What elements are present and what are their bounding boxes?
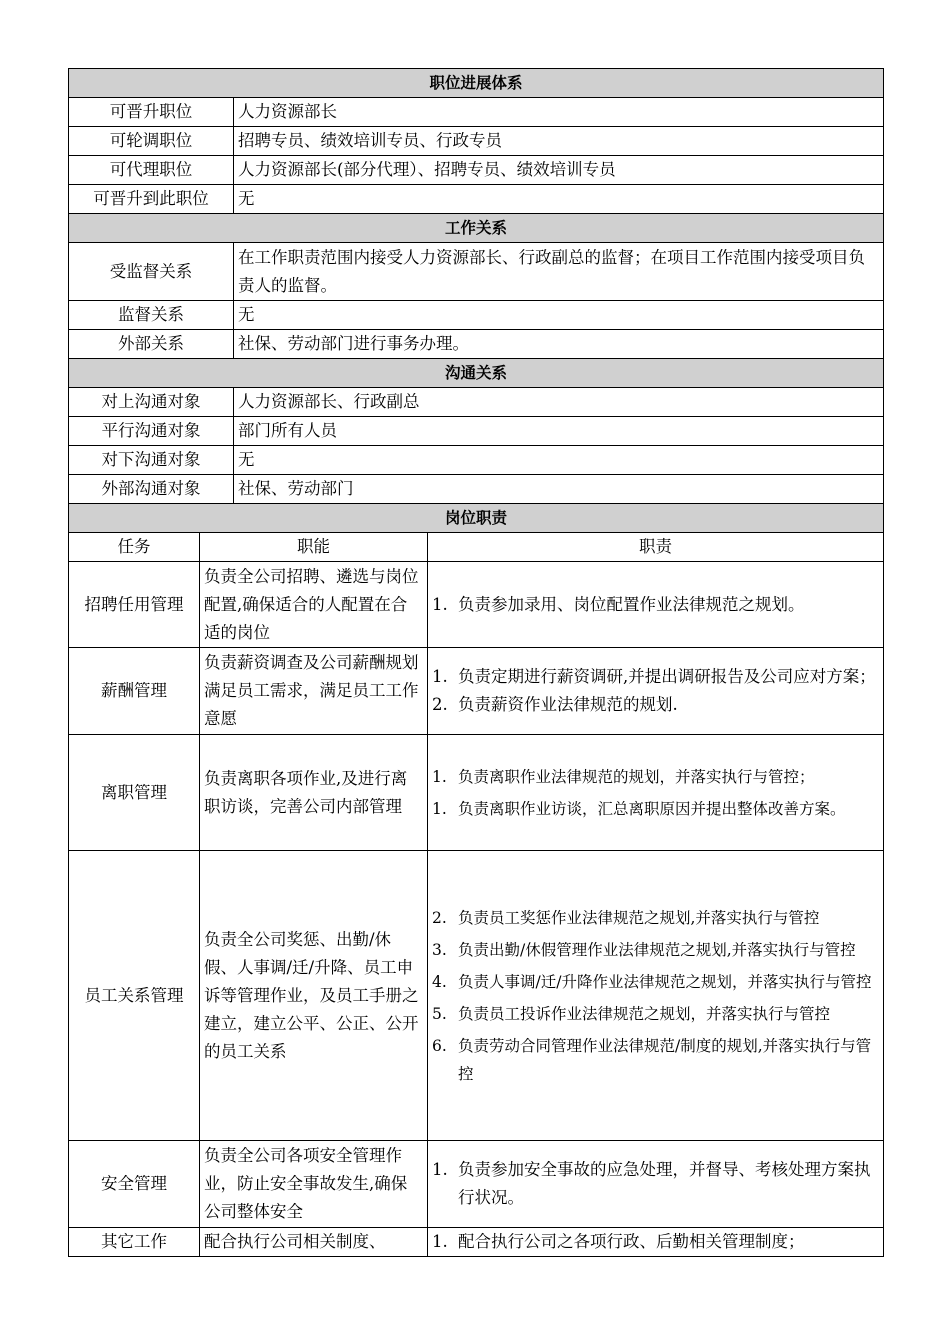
duty-task: 其它工作 bbox=[69, 1228, 200, 1257]
duty-task: 安全管理 bbox=[69, 1141, 200, 1228]
section-communication-heading: 沟通关系 bbox=[69, 359, 884, 388]
section-duties-heading: 岗位职责 bbox=[69, 504, 884, 533]
relation-label: 外部关系 bbox=[69, 330, 234, 359]
comm-value: 社保、劳动部门 bbox=[234, 475, 884, 504]
duty-text: 负责参加录用、岗位配置作业法律规范之规划。 bbox=[458, 594, 805, 614]
duty-item bbox=[432, 968, 879, 996]
duty-number: 1. bbox=[432, 1160, 448, 1179]
comm-label: 对下沟通对象 bbox=[69, 446, 234, 475]
duty-function: 负责薪资调查及公司薪酬规划满足员工需求，满足员工工作意愿 bbox=[200, 648, 428, 735]
duty-text: 负责定期进行薪资调研,并提出调研报告及公司应对方案； bbox=[458, 667, 876, 686]
duty-number: 4. bbox=[432, 972, 447, 991]
comm-value: 人力资源部长、行政副总 bbox=[234, 388, 884, 417]
duty-function: 配合执行公司相关制度、 bbox=[200, 1228, 428, 1257]
duty-number: 1. bbox=[432, 594, 448, 614]
duty-item bbox=[432, 663, 879, 691]
relation-label: 受监督关系 bbox=[69, 243, 234, 301]
duty-item bbox=[432, 591, 879, 619]
duty-list-cell bbox=[428, 648, 884, 735]
duty-number: 1. bbox=[432, 799, 447, 818]
duty-header-duty: 职责 bbox=[428, 533, 884, 562]
comm-label: 外部沟通对象 bbox=[69, 475, 234, 504]
comm-value: 无 bbox=[234, 446, 884, 475]
duty-number: 1. bbox=[432, 767, 447, 786]
duty-number: 6. bbox=[432, 1036, 447, 1055]
duty-function: 负责离职各项作业,及进行离职访谈，完善公司内部管理 bbox=[200, 735, 428, 851]
duty-number: 2. bbox=[432, 695, 448, 714]
duty-number: 2. bbox=[432, 908, 447, 927]
duty-list-cell bbox=[428, 735, 884, 851]
duty-item bbox=[432, 795, 879, 823]
duty-text: 负责参加安全事故的应急处理，并督导、考核处理方案执行状况。 bbox=[458, 1160, 871, 1207]
career-label: 可代理职位 bbox=[69, 156, 234, 185]
comm-label: 平行沟通对象 bbox=[69, 417, 234, 446]
duty-text: 负责劳动合同管理作业法律规范/制度的规划,并落实执行与管控 bbox=[458, 1036, 872, 1083]
duty-text: 配合执行公司之各项行政、后勤相关管理制度； bbox=[458, 1232, 805, 1251]
duty-header-function: 职能 bbox=[200, 533, 428, 562]
duty-function: 负责全公司招聘、遴选与岗位配置,确保适合的人配置在合适的岗位 bbox=[200, 562, 428, 648]
duty-task: 薪酬管理 bbox=[69, 648, 200, 735]
duty-item bbox=[432, 1156, 879, 1212]
duty-task: 招聘任用管理 bbox=[69, 562, 200, 648]
duty-item bbox=[432, 763, 879, 791]
duty-function: 负责全公司奖惩、出勤/休假、人事调/迁/升降、员工申诉等管理作业，及员工手册之建立，建立公平、公正、公开的员工关系 bbox=[200, 851, 428, 1141]
career-value: 人力资源部长(部分代理）、招聘专员、绩效培训专员 bbox=[234, 156, 884, 185]
duty-item bbox=[432, 691, 879, 719]
duty-number: 3. bbox=[432, 940, 447, 959]
duty-item bbox=[432, 1000, 879, 1028]
relation-value: 在工作职责范围内接受人力资源部长、行政副总的监督；在项目工作范围内接受项目负责人的监督。 bbox=[234, 243, 884, 301]
career-value: 招聘专员、绩效培训专员、行政专员 bbox=[234, 127, 884, 156]
duty-item bbox=[432, 904, 879, 932]
duty-text: 负责离职作业访谈，汇总离职原因并提出整体改善方案。 bbox=[458, 799, 846, 818]
career-label: 可轮调职位 bbox=[69, 127, 234, 156]
duty-number: 1. bbox=[432, 1232, 448, 1251]
duty-list bbox=[432, 591, 879, 619]
duty-number: 1. bbox=[432, 667, 448, 686]
career-label: 可晋升职位 bbox=[69, 98, 234, 127]
duty-item bbox=[432, 1228, 879, 1256]
duty-text: 负责出勤/休假管理作业法律规范之规划,并落实执行与管控 bbox=[458, 940, 856, 959]
duty-text: 负责人事调/迁/升降作业法律规范之规划，并落实执行与管控 bbox=[458, 972, 872, 991]
duty-list bbox=[432, 663, 879, 719]
career-value: 人力资源部长 bbox=[234, 98, 884, 127]
duty-number: 5. bbox=[432, 1004, 447, 1023]
duty-list-cell bbox=[428, 851, 884, 1141]
job-description-table bbox=[68, 68, 884, 1257]
duty-task: 离职管理 bbox=[69, 735, 200, 851]
duty-list-cell bbox=[428, 1141, 884, 1228]
duty-list bbox=[432, 1228, 879, 1256]
career-value: 无 bbox=[234, 185, 884, 214]
duty-list-cell bbox=[428, 1228, 884, 1257]
career-label: 可晋升到此职位 bbox=[69, 185, 234, 214]
duty-list bbox=[432, 904, 879, 1088]
duty-list bbox=[432, 763, 879, 823]
duty-text: 负责薪资作业法律规范的规划. bbox=[458, 695, 678, 714]
duty-header-task: 任务 bbox=[69, 533, 200, 562]
duty-text: 负责员工奖惩作业法律规范之规划,并落实执行与管控 bbox=[458, 908, 820, 927]
duty-text: 负责员工投诉作业法律规范之规划，并落实执行与管控 bbox=[458, 1004, 831, 1023]
duty-list-cell bbox=[428, 562, 884, 648]
comm-value: 部门所有人员 bbox=[234, 417, 884, 446]
duty-task: 员工关系管理 bbox=[69, 851, 200, 1141]
duty-list bbox=[432, 1156, 879, 1212]
duty-item bbox=[432, 936, 879, 964]
relation-value: 社保、劳动部门进行事务办理。 bbox=[234, 330, 884, 359]
duty-item bbox=[432, 1032, 879, 1088]
job-description-page bbox=[68, 68, 883, 1257]
duty-text: 负责离职作业法律规范的规划，并落实执行与管控； bbox=[458, 767, 815, 786]
section-career-heading: 职位进展体系 bbox=[69, 69, 884, 98]
comm-label: 对上沟通对象 bbox=[69, 388, 234, 417]
relation-value: 无 bbox=[234, 301, 884, 330]
relation-label: 监督关系 bbox=[69, 301, 234, 330]
duty-function: 负责全公司各项安全管理作业，防止安全事故发生,确保公司整体安全 bbox=[200, 1141, 428, 1228]
section-relations-heading: 工作关系 bbox=[69, 214, 884, 243]
